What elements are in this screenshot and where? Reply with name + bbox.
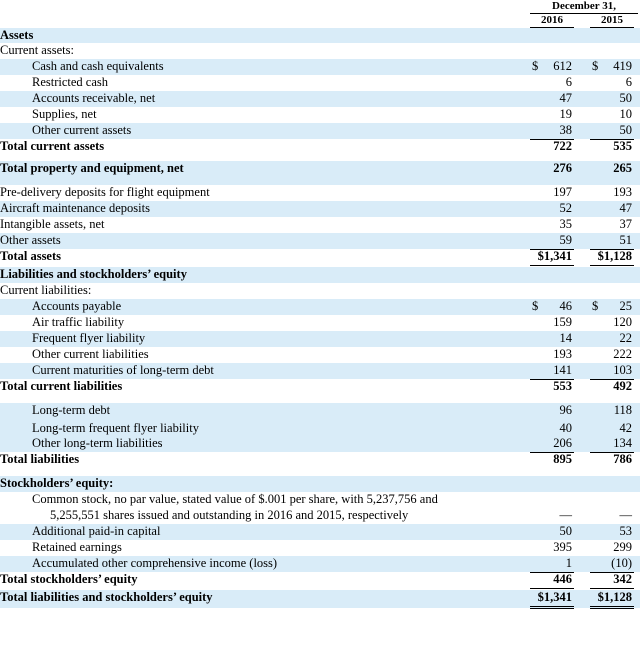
amount: 50: [559, 524, 572, 538]
row-label: Accumulated other comprehensive income (loss): [32, 556, 278, 570]
amount: 193: [553, 347, 572, 361]
row-label: Retained earnings: [32, 540, 122, 554]
row-label: Accounts payable: [32, 299, 122, 313]
value-2016: [530, 363, 574, 379]
table-body: [0, 28, 640, 608]
value-2015: [590, 556, 634, 572]
row-label: Assets: [0, 28, 34, 42]
amount: 446: [553, 572, 572, 586]
table-row: [0, 91, 640, 107]
row-label: Total stockholders’ equity: [0, 572, 138, 586]
amount: 419: [613, 59, 632, 73]
table-row: [0, 363, 640, 379]
value-2016: [530, 315, 574, 331]
value-2015: [590, 123, 634, 139]
amount: 14: [559, 331, 572, 345]
value-2015: [590, 436, 634, 452]
table-row: [0, 123, 640, 139]
value-2015: [590, 590, 634, 608]
amount: 553: [553, 379, 572, 393]
amount: 103: [613, 363, 632, 377]
table-row: [0, 476, 640, 492]
amount: 276: [553, 161, 572, 175]
amount: $1,128: [597, 590, 632, 604]
value-2016: [530, 436, 574, 452]
table-row: [0, 556, 640, 572]
value-2016: [530, 217, 574, 233]
currency-symbol: $: [532, 59, 539, 73]
amount: 118: [613, 403, 632, 417]
amount: 42: [619, 421, 632, 435]
table-row: [0, 347, 640, 363]
amount: 52: [559, 201, 572, 215]
amount: 159: [553, 315, 572, 329]
amount: 50: [619, 91, 632, 105]
table-row: [0, 267, 640, 283]
amount: 22: [619, 331, 632, 345]
row-label: Supplies, net: [32, 107, 97, 121]
amount: 51: [619, 233, 632, 247]
amount: $1,128: [597, 249, 632, 263]
table-row: [0, 139, 640, 161]
row-label-continued: 5,255,551 shares issued and outstanding in 2016 and 2015, respectively: [50, 508, 409, 522]
value-2015: [590, 233, 634, 249]
amount: 6: [565, 75, 572, 89]
value-2016: [530, 185, 574, 201]
value-2016: [530, 123, 574, 139]
value-2015: [590, 540, 634, 556]
amount: 6: [625, 75, 632, 89]
value-2015: [590, 492, 634, 524]
table-row: [0, 59, 640, 75]
table-row: [0, 43, 640, 59]
table-row: [0, 201, 640, 217]
table-row: [0, 161, 640, 185]
amount: —: [559, 508, 572, 522]
row-label: Liabilities and stockholders’ equity: [0, 267, 187, 281]
amount: 10: [619, 107, 632, 121]
amount: 342: [613, 572, 632, 586]
amount: 96: [559, 403, 572, 417]
row-label: Total liabilities: [0, 452, 80, 466]
row-label: Other assets: [0, 233, 61, 247]
table-row: [0, 590, 640, 608]
value-2016: [530, 572, 574, 590]
amount: 47: [559, 91, 572, 105]
row-label: Long-term debt: [32, 403, 111, 417]
value-2016: [530, 59, 574, 75]
value-2015: [590, 161, 634, 185]
value-2016: [530, 590, 574, 608]
value-2015: [590, 91, 634, 107]
value-2016: [530, 299, 574, 315]
value-2016: [530, 201, 574, 217]
row-label: Total property and equipment, net: [0, 161, 184, 175]
period-title: December 31,: [530, 0, 638, 14]
amount: $1,341: [537, 249, 572, 263]
amount: 25: [619, 299, 632, 313]
value-2016: [530, 540, 574, 556]
table-row: [0, 217, 640, 233]
value-2016: [530, 347, 574, 363]
column-header: [0, 0, 640, 28]
amount: 206: [553, 436, 572, 450]
value-2016: [530, 161, 574, 185]
row-label: Other long-term liabilities: [32, 436, 163, 450]
row-label: Other current liabilities: [32, 347, 149, 361]
row-label: Cash and cash equivalents: [32, 59, 164, 73]
value-2016: [530, 75, 574, 91]
amount: 47: [619, 201, 632, 215]
value-2016: [530, 452, 574, 476]
value-2015: [590, 452, 634, 476]
row-label: Total current liabilities: [0, 379, 123, 393]
value-2016: [530, 403, 574, 421]
value-2015: [590, 201, 634, 217]
value-2016: [530, 331, 574, 347]
currency-symbol: $: [532, 299, 539, 313]
amount: 1: [565, 556, 572, 570]
amount: 197: [553, 185, 572, 199]
value-2015: [590, 421, 634, 436]
value-2016: [530, 107, 574, 123]
table-row: [0, 403, 640, 421]
table-row: [0, 299, 640, 315]
amount: (10): [611, 556, 632, 570]
amount: 120: [613, 315, 632, 329]
amount: 37: [619, 217, 632, 231]
value-2015: [590, 331, 634, 347]
amount: 299: [613, 540, 632, 554]
table-row: [0, 107, 640, 123]
row-label: Frequent flyer liability: [32, 331, 146, 345]
value-2015: [590, 572, 634, 590]
row-label: Restricted cash: [32, 75, 109, 89]
row-label: Long-term frequent flyer liability: [32, 421, 199, 435]
value-2015: [590, 315, 634, 331]
value-2015: [590, 403, 634, 421]
row-label: Air traffic liability: [32, 315, 125, 329]
amount: 38: [559, 123, 572, 137]
currency-symbol: $: [592, 59, 599, 73]
value-2015: [590, 524, 634, 540]
table-row: [0, 28, 640, 43]
value-2015: [590, 107, 634, 123]
table-row: [0, 492, 640, 524]
value-2016: [530, 91, 574, 107]
table-row: [0, 331, 640, 347]
row-label: Total assets: [0, 249, 62, 263]
value-2015: [590, 185, 634, 201]
row-label: Stockholders’ equity:: [0, 476, 114, 490]
amount: 395: [553, 540, 572, 554]
table-row: [0, 233, 640, 249]
table-row: [0, 379, 640, 403]
table-row: [0, 421, 640, 436]
value-2015: [590, 59, 634, 75]
amount: 35: [559, 217, 572, 231]
table-row: [0, 315, 640, 331]
value-2016: [530, 233, 574, 249]
value-2015: [590, 363, 634, 379]
row-label: Current maturities of long-term debt: [32, 363, 214, 377]
year-2015-header: 2015: [590, 14, 634, 28]
amount: 19: [559, 107, 572, 121]
row-label: Total liabilities and stockholders’ equity: [0, 590, 213, 604]
value-2015: [590, 379, 634, 403]
table-row: [0, 572, 640, 590]
value-2016: [530, 556, 574, 572]
value-2015: [590, 75, 634, 91]
table-row: [0, 185, 640, 201]
amount: 492: [613, 379, 632, 393]
value-2016: [530, 421, 574, 436]
value-2015: [590, 139, 634, 161]
table-row: [0, 540, 640, 556]
row-label: Pre-delivery deposits for flight equipment: [0, 185, 210, 199]
year-2016-header: 2016: [530, 14, 574, 28]
amount: 59: [559, 233, 572, 247]
value-2016: [530, 379, 574, 403]
value-2016: [530, 492, 574, 524]
value-2016: [530, 139, 574, 161]
amount: 53: [619, 524, 632, 538]
amount: 535: [613, 139, 632, 153]
row-label: Other current assets: [32, 123, 132, 137]
amount: 222: [613, 347, 632, 361]
amount: 612: [553, 59, 572, 73]
table-row: [0, 524, 640, 540]
value-2016: [530, 524, 574, 540]
table-row: [0, 75, 640, 91]
amount: 141: [553, 363, 572, 377]
value-2015: [590, 249, 634, 267]
row-label: Current liabilities:: [0, 283, 92, 297]
table-row: [0, 436, 640, 452]
table-row: [0, 249, 640, 267]
amount: 786: [613, 452, 632, 466]
amount: —: [619, 508, 632, 522]
amount: 50: [619, 123, 632, 137]
amount: 895: [553, 452, 572, 466]
row-label: Accounts receivable, net: [32, 91, 156, 105]
table-row: [0, 283, 640, 299]
row-label: Additional paid-in capital: [32, 524, 161, 538]
table-row: [0, 452, 640, 476]
amount: 193: [613, 185, 632, 199]
amount: 722: [553, 139, 572, 153]
row-label: Aircraft maintenance deposits: [0, 201, 150, 215]
value-2015: [590, 217, 634, 233]
value-2016: [530, 249, 574, 267]
currency-symbol: $: [592, 299, 599, 313]
row-label: Common stock, no par value, stated value of $.001 per share, with 5,237,756 and: [32, 492, 438, 506]
value-2015: [590, 347, 634, 363]
amount: $1,341: [537, 590, 572, 604]
row-label: Current assets:: [0, 43, 74, 57]
row-label: Total current assets: [0, 139, 105, 153]
row-label: Intangible assets, net: [0, 217, 105, 231]
value-2015: [590, 299, 634, 315]
amount: 265: [613, 161, 632, 175]
amount: 46: [559, 299, 572, 313]
amount: 40: [559, 421, 572, 435]
amount: 134: [613, 436, 632, 450]
